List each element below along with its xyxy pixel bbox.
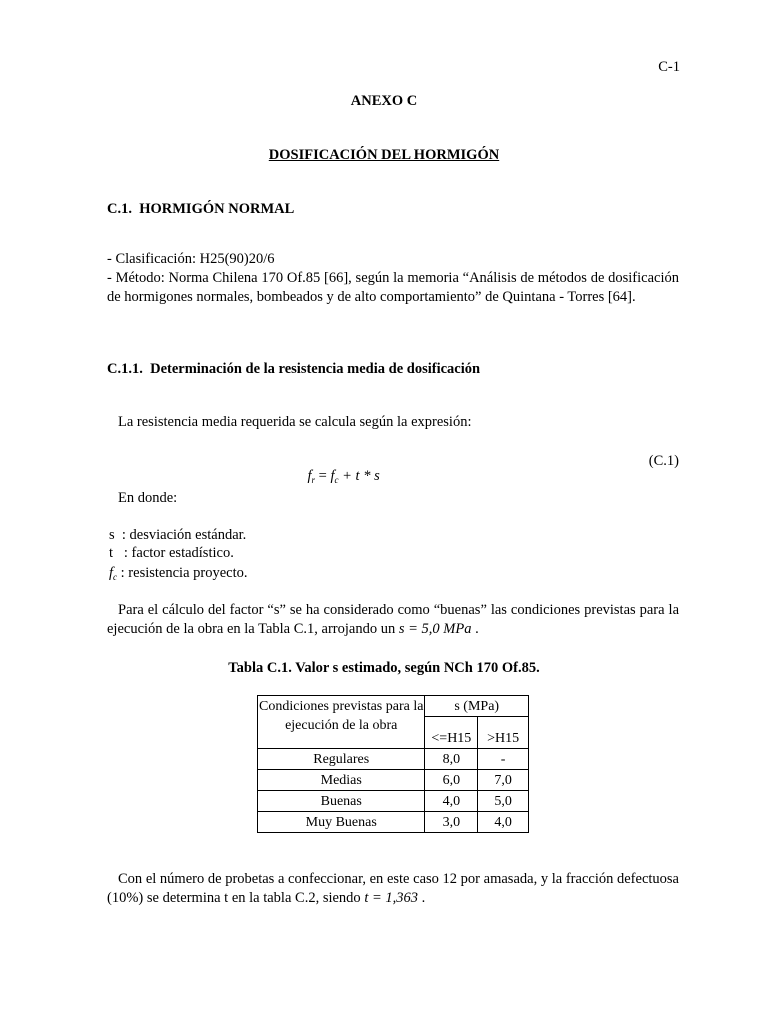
annex-title: ANEXO C — [350, 93, 418, 109]
document-title: DOSIFICACIÓN DEL HORMIGÓN — [268, 147, 500, 163]
eq-f-r: $f_r$ — [307, 468, 316, 485]
factor-paragraph: Para el cálculo del factor “s” se ha considerado como “buenas” las condiciones previstas para la ejecución de la obra en la Tabla C.1, arrojando un s = 5,0 MPa . — [107, 602, 679, 637]
equation-label: (C.1) — [648, 453, 679, 469]
table-row: Buenas 4,0 5,0 — [258, 791, 529, 812]
eq-rest: + t * s — [338, 468, 380, 484]
s-value: s = 5,0 MPa — [398, 621, 472, 637]
table-row: Muy Buenas 3,0 4,0 — [258, 812, 529, 833]
table-header-gt-h15: >H15 — [478, 717, 529, 749]
classification-line: - Clasificación: H25(90)20/6 — [107, 251, 275, 267]
method-paragraph: - Método: Norma Chilena 170 Of.85 [66], según la memoria “Análisis de métodos de dosificación de hormigones normales, bombeados y de alto comportamiento” de Quintana - Torres [64]. — [107, 270, 679, 305]
table-caption: Tabla C.1. Valor s estimado, según NCh 170 Of.85. — [228, 660, 540, 676]
table-row: Medias 6,0 7,0 — [258, 770, 529, 791]
values-table — [257, 695, 529, 833]
where-text: En donde: — [118, 490, 178, 506]
equation-c1 — [293, 451, 380, 502]
subsection-heading: C.1.1. Determinación de la resistencia media de dosificación — [107, 361, 481, 377]
eq-f-c: $f_c$ — [330, 468, 339, 485]
fc-definition: : resistencia proyecto. — [117, 565, 248, 581]
eq-equals: = — [315, 468, 331, 484]
table-header-le-h15: <=H15 — [425, 717, 478, 749]
closing-paragraph: Con el número de probetas a confeccionar, en este caso 12 por amasada, y la fracción defectuosa (10%) se determina t en la tabla C.2, siendo t = 1,363 . — [107, 871, 679, 906]
definition-fc — [109, 564, 247, 587]
t-value: t = 1,363 — [364, 890, 419, 906]
table-row: Regulares 8,0 - — [258, 749, 529, 770]
page-number: C-1 — [658, 59, 680, 75]
table-header-conditions: Condiciones previstas para la ejecución de la obra — [258, 696, 425, 749]
table-header-s: s (MPa) — [425, 696, 529, 717]
fc-symbol: $f_c$ — [109, 565, 118, 582]
intro-text: La resistencia media requerida se calcula según la expresión: — [118, 414, 472, 430]
definition-t: t : factor estadístico. — [109, 545, 234, 561]
section-heading: C.1. HORMIGÓN NORMAL — [107, 201, 295, 217]
definition-s: s : desviación estándar. — [109, 527, 247, 543]
